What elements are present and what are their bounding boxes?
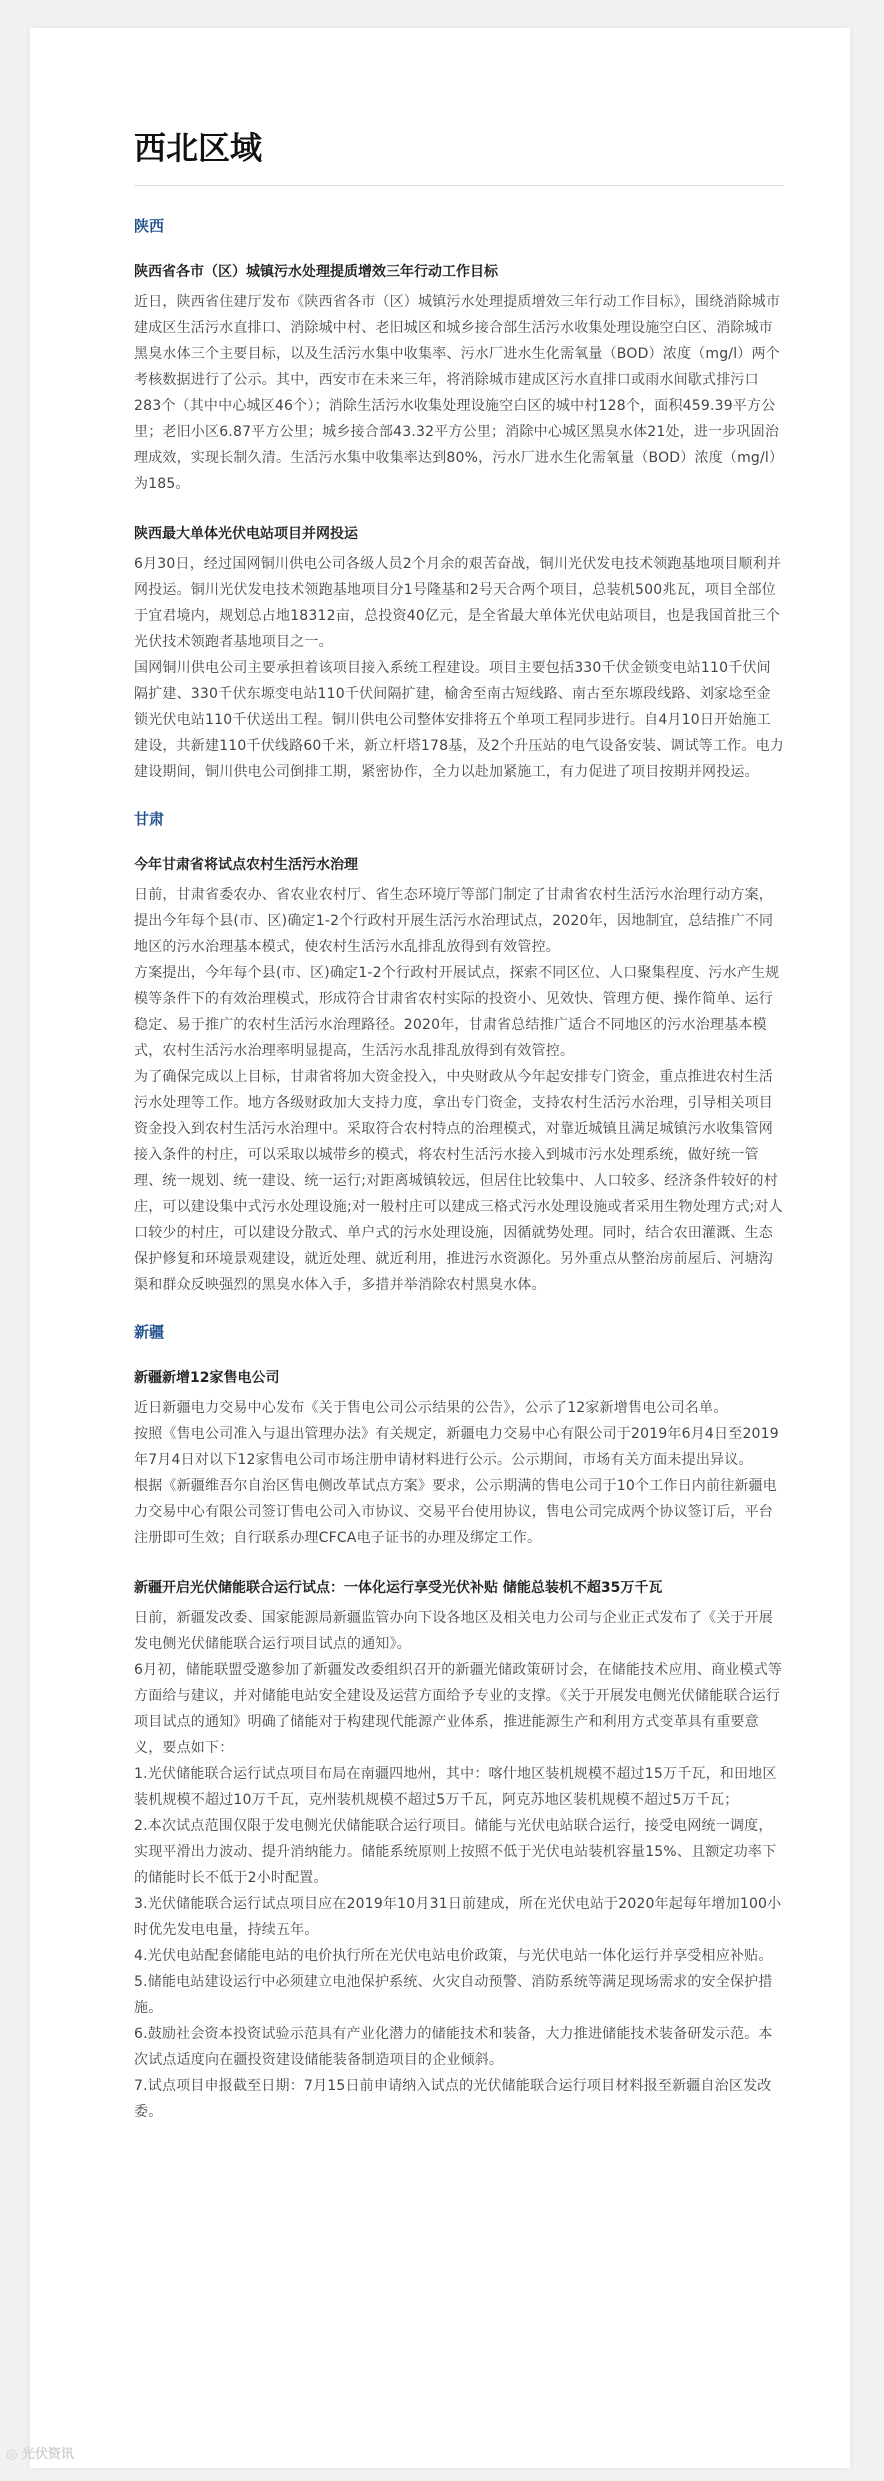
- article: [134, 521, 784, 785]
- article-paragraph: 国网铜川供电公司主要承担着该项目接入系统工程建设。项目主要包括330千伏金锁变电站110千伏间隔扩建、330千伏东塬变电站110千伏间隔扩建，榆舍至南古短线路、南古至东塬段线路、刘家埝至金锁光伏电站110千伏送出工程。铜川供电公司整体安排将五个单项工程同步进行。自4月10日开始施工建设，共新建110千伏线路60千米，新立杆塔178基，及2个升压站的电气设备安装、调试等工作。电力建设期间，铜川供电公司倒排工期，紧密协作，全力以赴加紧施工，有力促进了项目按期并网投运。: [134, 659, 784, 780]
- article-paragraph: 6月30日，经过国网铜川供电公司各级人员2个月余的艰苦奋战，铜川光伏发电技术领跑基地项目顺利并网投运。铜川光伏发电技术领跑基地项目分1号隆基和2号天合两个项目，总装机500兆瓦，项目全部位于宜君境内，规划总占地18312亩，总投资40亿元，是全省最大单体光伏电站项目，也是我国首批三个光伏技术领跑者基地项目之一。: [134, 555, 782, 650]
- region-heading: 陕西: [134, 216, 165, 235]
- article-title: 新疆新增12家售电公司: [134, 1369, 280, 1386]
- article-title: 陕西省各市（区）城镇污水处理提质增效三年行动工作目标: [134, 263, 498, 280]
- article-title: 新疆开启光伏储能联合运行试点：一体化运行享受光伏补贴 储能总装机不超35万千瓦: [134, 1579, 663, 1596]
- document-card: [30, 28, 850, 2468]
- article-paragraph: 7.试点项目申报截至日期：7月15日前申请纳入试点的光伏储能联合运行项目材料报至新疆自治区发改委。: [134, 2077, 772, 2120]
- regions-container: [134, 216, 784, 2125]
- title-divider: [134, 185, 784, 186]
- article-paragraph: 方案提出，今年每个县(市、区)确定1-2个行政村开展试点，探索不同区位、人口聚集程度、污水产生规模等条件下的有效治理模式，形成符合甘肃省农村实际的投资小、见效快、管理方便、操作简单、运行稳定、易于推广的农村生活污水治理路径。2020年，甘肃省总结推广适合不同地区的污水治理基本模式，农村生活污水治理率明显提高，生活污水乱排乱放得到有效管控。: [134, 964, 780, 1059]
- article-paragraph: 3.光伏储能联合运行试点项目应在2019年10月31日前建成，所在光伏电站于2020年起每年增加100小时优先发电电量，持续五年。: [134, 1895, 782, 1938]
- article: [134, 259, 784, 497]
- article-paragraph: 日前，甘肃省委农办、省农业农村厅、省生态环境厅等部门制定了甘肃省农村生活污水治理行动方案，提出今年每个县(市、区)确定1-2个行政村开展生活污水治理试点，2020年，因地制宜，总结推广不同地区的污水治理基本模式，使农村生活污水乱排乱放得到有效管控。: [134, 886, 774, 955]
- article-paragraph: 6.鼓励社会资本投资试验示范具有产业化潜力的储能技术和装备，大力推进储能技术装备研发示范。本次试点适度向在疆投资建设储能装备制造项目的企业倾斜。: [134, 2025, 773, 2068]
- article-paragraph: 近日新疆电力交易中心发布《关于售电公司公示结果的公告》，公示了12家新增售电公司名单。: [134, 1399, 728, 1416]
- article-paragraph: 4.光伏电站配套储能电站的电价执行所在光伏电站电价政策，与光伏电站一体化运行并享受相应补贴。: [134, 1947, 773, 1964]
- region-heading: 新疆: [134, 1322, 165, 1341]
- watermark: ◎ 光伏资讯: [6, 2447, 74, 2462]
- article-paragraph: 近日，陕西省住建厅发布《陕西省各市（区）城镇污水处理提质增效三年行动工作目标》，围绕消除城市建成区生活污水直排口、消除城中村、老旧城区和城乡接合部生活污水收集处理设施空白区、消除城市黑臭水体三个主要目标，以及生活污水集中收集率、污水厂进水生化需氧量（BOD）浓度（mg/l）两个考核数据进行了公示。其中，西安市在未来三年，将消除城市建成区污水直排口或雨水间歇式排污口283个（其中中心城区46个）；消除生活污水收集处理设施空白区的城中村128个，面积459.39平方公里；老旧小区6.87平方公里；城乡接合部43.32平方公里；消除中心城区黑臭水体21处，进一步巩固治理成效，实现长制久清。生活污水集中收集率达到80%，污水厂进水生化需氧量（BOD）浓度（mg/l）为185。: [134, 293, 784, 492]
- article-paragraph: 6月初，储能联盟受邀参加了新疆发改委组织召开的新疆光储政策研讨会，在储能技术应用、商业模式等方面给与建议，并对储能电站安全建设及运营方面给予专业的支撑。《关于开展发电侧光伏储能联合运行项目试点的通知》明确了储能对于构建现代能源产业体系，推进能源生产和利用方式变革具有重要意义，要点如下：: [134, 1661, 783, 1756]
- article-title: 今年甘肃省将试点农村生活污水治理: [134, 856, 358, 873]
- article: [134, 1365, 784, 1551]
- region-heading: 甘肃: [134, 809, 165, 828]
- article: [134, 852, 784, 1298]
- article-title: 陕西最大单体光伏电站项目并网投运: [134, 525, 358, 542]
- article-paragraph: 5.储能电站建设运行中必须建立电池保护系统、火灾自动预警、消防系统等满足现场需求的安全保护措施。: [134, 1973, 773, 2016]
- article-paragraph: 1.光伏储能联合运行试点项目布局在南疆四地州，其中：喀什地区装机规模不超过15万千瓦，和田地区装机规模不超过10万千瓦，克州装机规模不超过5万千瓦，阿克苏地区装机规模不超过5万千瓦；: [134, 1765, 777, 1808]
- article-paragraph: 2.本次试点范围仅限于发电侧光伏储能联合运行项目。储能与光伏电站联合运行，接受电网统一调度，实现平滑出力波动、提升消纳能力。储能系统原则上按照不低于光伏电站装机容量15%、且额定功率下的储能时长不低于2小时配置。: [134, 1817, 777, 1886]
- article: [134, 1575, 784, 2125]
- article-paragraph: 按照《售电公司准入与退出管理办法》有关规定，新疆电力交易中心有限公司于2019年6月4日至2019年7月4日对以下12家售电公司市场注册申请材料进行公示。公示期间，市场有关方面未提出异议。: [134, 1425, 779, 1468]
- article-paragraph: 为了确保完成以上目标，甘肃省将加大资金投入，中央财政从今年起安排专门资金，重点推进农村生活污水处理等工作。地方各级财政加大支持力度，拿出专门资金，支持农村生活污水治理，引导相关项目资金投入到农村生活污水治理中。采取符合农村特点的治理模式，对靠近城镇且满足城镇污水收集管网接入条件的村庄，可以采取以城带乡的模式，将农村生活污水接入到城市污水处理系统，做好统一管理、统一规划、统一建设、统一运行;对距离城镇较远，但居住比较集中、人口较多、经济条件较好的村庄，可以建设集中式污水处理设施;对一般村庄可以建成三格式污水处理设施或者采用生物处理方式;对人口较少的村庄，可以建设分散式、单户式的污水处理设施，因循就势处理。同时，结合农田灌溉、生态保护修复和环境景观建设，就近处理、就近利用，推进污水资源化。另外重点从整治房前屋后、河塘沟渠和群众反映强烈的黑臭水体入手，多措并举消除农村黑臭水体。: [134, 1068, 783, 1293]
- document-content: [134, 126, 784, 2149]
- article-paragraph: 日前，新疆发改委、国家能源局新疆监管办向下设各地区及相关电力公司与企业正式发布了《关于开展发电侧光伏储能联合运行项目试点的通知》。: [134, 1609, 773, 1652]
- article-paragraph: 根据《新疆维吾尔自治区售电侧改革试点方案》要求，公示期满的售电公司于10个工作日内前往新疆电力交易中心有限公司签订售电公司入市协议、交易平台使用协议，售电公司完成两个协议签订后，平台注册即可生效；自行联系办理CFCA电子证书的办理及绑定工作。: [134, 1477, 778, 1546]
- page-title: 西北区域: [134, 129, 263, 167]
